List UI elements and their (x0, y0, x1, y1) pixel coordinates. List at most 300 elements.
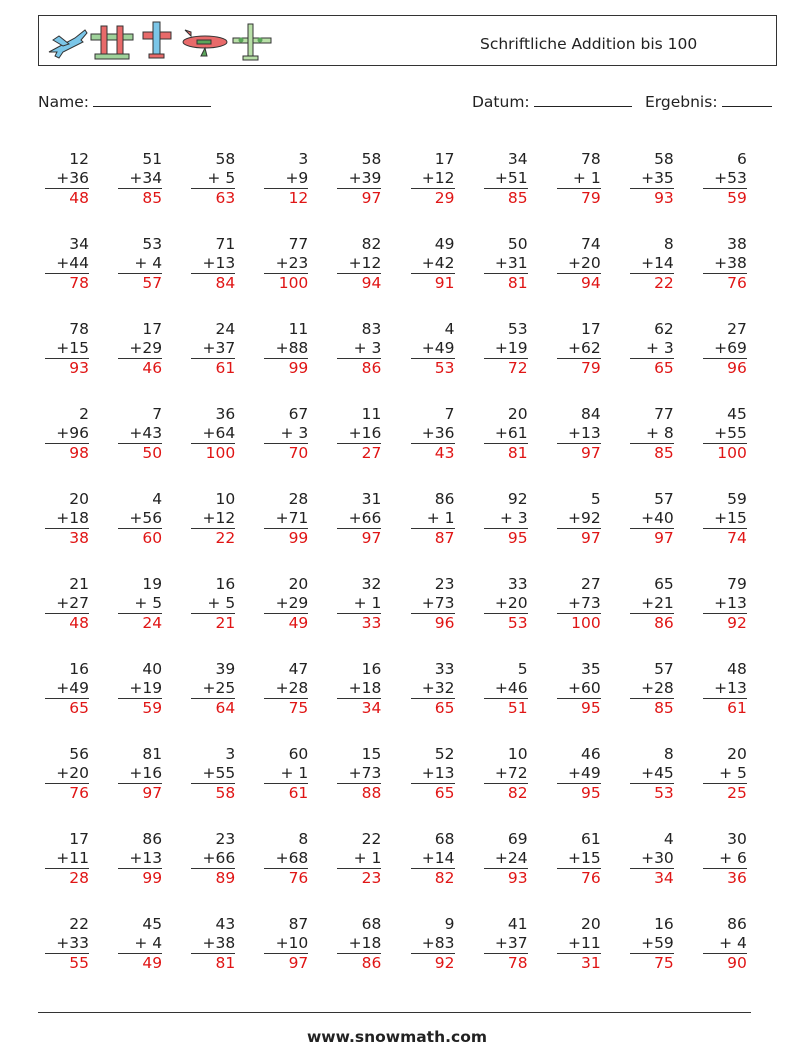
addition-problem (191, 575, 235, 637)
first-addend: 11 (361, 405, 382, 423)
first-addend: 5 (590, 490, 601, 508)
answer: 23 (361, 869, 382, 887)
addition-problem (191, 915, 235, 977)
addition-problem (484, 915, 528, 977)
second-addend: +96 (45, 424, 89, 444)
worksheet-title: Schriftliche Addition bis 100 (480, 35, 698, 53)
second-addend: +73 (557, 594, 601, 614)
addition-problem (411, 915, 455, 977)
first-addend: 7 (444, 405, 455, 423)
answer: 51 (507, 699, 528, 717)
first-addend: 61 (580, 830, 601, 848)
answer: 53 (434, 359, 455, 377)
addition-problem (557, 235, 601, 297)
second-addend: + 1 (337, 849, 381, 869)
addition-problem (630, 235, 674, 297)
addition-problem (264, 830, 308, 892)
addition-problem (337, 235, 381, 297)
addition-problem (484, 830, 528, 892)
first-addend: 46 (580, 745, 601, 763)
answer: 95 (507, 529, 528, 547)
answer: 89 (215, 869, 236, 887)
first-addend: 56 (69, 745, 89, 763)
first-addend: 12 (69, 150, 89, 168)
first-addend: 36 (215, 405, 236, 423)
addition-problem (264, 575, 308, 637)
second-addend: +25 (191, 679, 235, 699)
second-addend: +42 (411, 254, 455, 274)
answer: 55 (69, 954, 89, 972)
addition-problem (337, 575, 381, 637)
answer: 97 (142, 784, 163, 802)
second-addend: + 4 (118, 254, 162, 274)
answer: 22 (215, 529, 236, 547)
answer: 100 (278, 274, 309, 292)
answer: 88 (361, 784, 382, 802)
answer: 27 (361, 444, 382, 462)
answer: 97 (580, 444, 601, 462)
addition-problem (264, 490, 308, 552)
second-addend: +29 (264, 594, 308, 614)
second-addend: + 5 (191, 169, 235, 189)
addition-problem (337, 830, 381, 892)
addition-problem (703, 150, 747, 212)
addition-problem (484, 490, 528, 552)
answer: 24 (142, 614, 163, 632)
first-addend: 58 (654, 150, 674, 168)
answer: 63 (215, 189, 236, 207)
second-addend: +88 (264, 339, 308, 359)
first-addend: 16 (69, 660, 89, 678)
score-line (722, 92, 772, 107)
answer: 78 (507, 954, 528, 972)
first-addend: 17 (69, 830, 89, 848)
first-addend: 50 (507, 235, 528, 253)
first-addend: 2 (79, 405, 89, 423)
addition-problem (191, 405, 235, 467)
first-addend: 17 (434, 150, 455, 168)
addition-problem (557, 575, 601, 637)
answer: 31 (580, 954, 601, 972)
second-addend: + 3 (264, 424, 308, 444)
second-addend: +29 (118, 339, 162, 359)
answer: 95 (580, 784, 601, 802)
first-addend: 52 (434, 745, 455, 763)
second-addend: +72 (484, 764, 528, 784)
first-addend: 38 (727, 235, 747, 253)
addition-problem (557, 405, 601, 467)
addition-problem (557, 915, 601, 977)
second-addend: +13 (191, 254, 235, 274)
second-addend: +11 (557, 934, 601, 954)
addition-problem (337, 490, 381, 552)
second-addend: +14 (630, 254, 674, 274)
second-addend: +20 (557, 254, 601, 274)
second-addend: +9 (264, 169, 308, 189)
addition-problem (118, 575, 162, 637)
answer: 53 (654, 784, 674, 802)
addition-problem (630, 150, 674, 212)
answer: 90 (727, 954, 747, 972)
second-addend: +12 (191, 509, 235, 529)
addition-problem (191, 660, 235, 722)
second-addend: +12 (411, 169, 455, 189)
answer: 92 (434, 954, 455, 972)
green-plane-icon (233, 24, 271, 60)
second-addend: + 3 (630, 339, 674, 359)
addition-problem (484, 320, 528, 382)
answer: 59 (727, 189, 747, 207)
addition-problem (118, 150, 162, 212)
answer: 85 (142, 189, 163, 207)
first-addend: 41 (507, 915, 528, 933)
answer: 86 (361, 954, 382, 972)
answer: 86 (654, 614, 674, 632)
name-label: Name: (38, 93, 89, 111)
answer: 97 (654, 529, 674, 547)
first-addend: 20 (288, 575, 309, 593)
answer: 94 (580, 274, 601, 292)
second-addend: +27 (45, 594, 89, 614)
first-addend: 86 (142, 830, 163, 848)
first-addend: 3 (225, 745, 236, 763)
first-addend: 78 (69, 320, 89, 338)
addition-problem (45, 575, 89, 637)
first-addend: 84 (580, 405, 601, 423)
answer: 100 (571, 614, 601, 632)
second-addend: +68 (264, 849, 308, 869)
first-addend: 53 (507, 320, 528, 338)
addition-problem (337, 745, 381, 807)
second-addend: +73 (337, 764, 381, 784)
addition-problem (264, 660, 308, 722)
answer: 98 (69, 444, 89, 462)
first-addend: 45 (727, 405, 747, 423)
date-line (534, 92, 632, 107)
second-addend: +33 (45, 934, 89, 954)
blue-jet-icon (49, 30, 87, 58)
answer: 76 (288, 869, 309, 887)
first-addend: 77 (288, 235, 309, 253)
addition-problem (264, 320, 308, 382)
first-addend: 17 (142, 320, 163, 338)
addition-problem (191, 150, 235, 212)
answer: 81 (507, 274, 528, 292)
second-addend: +19 (484, 339, 528, 359)
first-addend: 20 (69, 490, 89, 508)
first-addend: 3 (298, 150, 309, 168)
addition-problem (484, 575, 528, 637)
addition-problem (264, 405, 308, 467)
second-addend: + 5 (703, 764, 747, 784)
answer: 97 (361, 529, 382, 547)
first-addend: 68 (434, 830, 455, 848)
answer: 58 (215, 784, 236, 802)
second-addend: +62 (557, 339, 601, 359)
second-addend: +49 (45, 679, 89, 699)
addition-problem (45, 150, 89, 212)
answer: 34 (654, 869, 674, 887)
first-addend: 10 (215, 490, 236, 508)
addition-problem (118, 915, 162, 977)
first-addend: 86 (727, 915, 747, 933)
addition-problem (45, 830, 89, 892)
answer: 85 (654, 699, 674, 717)
answer: 33 (361, 614, 382, 632)
second-addend: + 3 (484, 509, 528, 529)
answer: 99 (288, 529, 309, 547)
answer: 75 (654, 954, 674, 972)
second-addend: +31 (484, 254, 528, 274)
red-plane-icon (143, 22, 171, 58)
addition-problem (337, 660, 381, 722)
green-bomber-icon (91, 26, 133, 59)
first-addend: 57 (654, 490, 674, 508)
first-addend: 4 (444, 320, 455, 338)
second-addend: +15 (45, 339, 89, 359)
answer: 59 (142, 699, 163, 717)
answer: 34 (361, 699, 382, 717)
answer: 46 (142, 359, 163, 377)
answer: 97 (361, 189, 382, 207)
addition-problem (45, 490, 89, 552)
first-addend: 20 (507, 405, 528, 423)
answer: 50 (142, 444, 163, 462)
answer: 82 (434, 869, 455, 887)
first-addend: 15 (361, 745, 382, 763)
first-addend: 22 (69, 915, 89, 933)
second-addend: +66 (191, 849, 235, 869)
answer: 65 (69, 699, 89, 717)
answer: 79 (580, 189, 601, 207)
addition-problem (191, 830, 235, 892)
addition-problem (484, 660, 528, 722)
answer: 74 (727, 529, 747, 547)
first-addend: 35 (580, 660, 601, 678)
second-addend: +28 (630, 679, 674, 699)
first-addend: 47 (288, 660, 309, 678)
addition-problem (411, 490, 455, 552)
addition-problem (703, 490, 747, 552)
addition-problem (264, 150, 308, 212)
first-addend: 57 (654, 660, 674, 678)
answer: 76 (69, 784, 89, 802)
first-addend: 23 (434, 575, 455, 593)
first-addend: 10 (507, 745, 528, 763)
addition-problem (264, 915, 308, 977)
first-addend: 5 (517, 660, 528, 678)
addition-problem (484, 405, 528, 467)
second-addend: +55 (703, 424, 747, 444)
second-addend: +38 (703, 254, 747, 274)
second-addend: +21 (630, 594, 674, 614)
addition-problem (703, 575, 747, 637)
score-label: Ergebnis: (645, 93, 718, 111)
second-addend: + 3 (337, 339, 381, 359)
first-addend: 62 (654, 320, 674, 338)
answer: 22 (654, 274, 674, 292)
second-addend: +55 (191, 764, 235, 784)
first-addend: 21 (69, 575, 89, 593)
addition-problem (703, 320, 747, 382)
addition-problem (411, 660, 455, 722)
addition-problem (118, 490, 162, 552)
addition-problem (264, 745, 308, 807)
second-addend: +92 (557, 509, 601, 529)
first-addend: 71 (215, 235, 236, 253)
first-addend: 65 (654, 575, 674, 593)
first-addend: 74 (580, 235, 601, 253)
answer: 76 (727, 274, 747, 292)
date-field (472, 92, 632, 111)
answer: 43 (434, 444, 455, 462)
first-addend: 30 (727, 830, 747, 848)
second-addend: + 1 (411, 509, 455, 529)
second-addend: +61 (484, 424, 528, 444)
first-addend: 6 (737, 150, 747, 168)
second-addend: +13 (118, 849, 162, 869)
first-addend: 77 (654, 405, 674, 423)
second-addend: +15 (557, 849, 601, 869)
first-addend: 45 (142, 915, 163, 933)
date-label: Datum: (472, 93, 530, 111)
first-addend: 28 (288, 490, 309, 508)
second-addend: + 6 (703, 849, 747, 869)
first-addend: 8 (663, 745, 674, 763)
first-addend: 33 (507, 575, 528, 593)
answer: 49 (288, 614, 309, 632)
first-addend: 53 (142, 235, 163, 253)
second-addend: +37 (191, 339, 235, 359)
answer: 100 (205, 444, 236, 462)
addition-problem (191, 745, 235, 807)
second-addend: + 8 (630, 424, 674, 444)
addition-problem (630, 915, 674, 977)
addition-problem (45, 915, 89, 977)
second-addend: +18 (45, 509, 89, 529)
addition-problem (118, 320, 162, 382)
first-addend: 83 (361, 320, 382, 338)
first-addend: 58 (361, 150, 382, 168)
footer-site: www.snowmath.com (306, 1028, 487, 1046)
answer: 48 (69, 189, 89, 207)
addition-problem (703, 405, 747, 467)
answer: 12 (288, 189, 309, 207)
second-addend: +60 (557, 679, 601, 699)
addition-problem (411, 320, 455, 382)
first-addend: 67 (288, 405, 309, 423)
first-addend: 31 (361, 490, 382, 508)
answer: 97 (580, 529, 601, 547)
second-addend: +35 (630, 169, 674, 189)
answer: 21 (215, 614, 236, 632)
addition-problem (45, 320, 89, 382)
answer: 53 (507, 614, 528, 632)
answer: 99 (142, 869, 163, 887)
score-field (645, 92, 772, 111)
second-addend: +28 (264, 679, 308, 699)
answer: 75 (288, 699, 309, 717)
name-line (93, 92, 211, 107)
answer: 28 (69, 869, 89, 887)
second-addend: + 4 (703, 934, 747, 954)
first-addend: 22 (361, 830, 382, 848)
first-addend: 49 (434, 235, 455, 253)
second-addend: +39 (337, 169, 381, 189)
answer: 84 (215, 274, 236, 292)
addition-problem (337, 405, 381, 467)
addition-problem (191, 235, 235, 297)
first-addend: 59 (727, 490, 747, 508)
addition-problem (118, 235, 162, 297)
answer: 79 (580, 359, 601, 377)
second-addend: +56 (118, 509, 162, 529)
name-field (38, 92, 211, 111)
addition-problem (411, 150, 455, 212)
addition-problem (703, 235, 747, 297)
answer: 82 (507, 784, 528, 802)
first-addend: 39 (215, 660, 236, 678)
answer: 25 (727, 784, 747, 802)
answer: 94 (361, 274, 382, 292)
answer: 60 (142, 529, 163, 547)
second-addend: + 1 (557, 169, 601, 189)
answer: 57 (142, 274, 163, 292)
second-addend: +49 (411, 339, 455, 359)
second-addend: +44 (45, 254, 89, 274)
first-addend: 11 (288, 320, 309, 338)
second-addend: +16 (118, 764, 162, 784)
first-addend: 82 (361, 235, 382, 253)
first-addend: 8 (298, 830, 309, 848)
first-addend: 32 (361, 575, 382, 593)
second-addend: + 1 (264, 764, 308, 784)
answer: 86 (361, 359, 382, 377)
second-addend: +66 (337, 509, 381, 529)
first-addend: 51 (142, 150, 163, 168)
second-addend: +36 (45, 169, 89, 189)
second-addend: +43 (118, 424, 162, 444)
answer: 93 (654, 189, 674, 207)
answer: 100 (717, 444, 747, 462)
second-addend: +73 (411, 594, 455, 614)
plane-icons (45, 18, 275, 64)
first-addend: 20 (727, 745, 747, 763)
addition-problem (630, 745, 674, 807)
second-addend: + 5 (118, 594, 162, 614)
answer: 49 (142, 954, 163, 972)
second-addend: +71 (264, 509, 308, 529)
answer: 81 (507, 444, 528, 462)
addition-problem (45, 745, 89, 807)
second-addend: +34 (118, 169, 162, 189)
addition-problem (557, 745, 601, 807)
answer: 29 (434, 189, 455, 207)
second-addend: + 4 (118, 934, 162, 954)
answer: 96 (727, 359, 747, 377)
second-addend: +12 (337, 254, 381, 274)
second-addend: +30 (630, 849, 674, 869)
second-addend: + 5 (191, 594, 235, 614)
addition-problem (557, 660, 601, 722)
addition-problem (118, 830, 162, 892)
second-addend: +51 (484, 169, 528, 189)
addition-problem (45, 405, 89, 467)
addition-problem (557, 830, 601, 892)
answer: 78 (69, 274, 89, 292)
addition-problem (484, 235, 528, 297)
addition-problem (703, 745, 747, 807)
